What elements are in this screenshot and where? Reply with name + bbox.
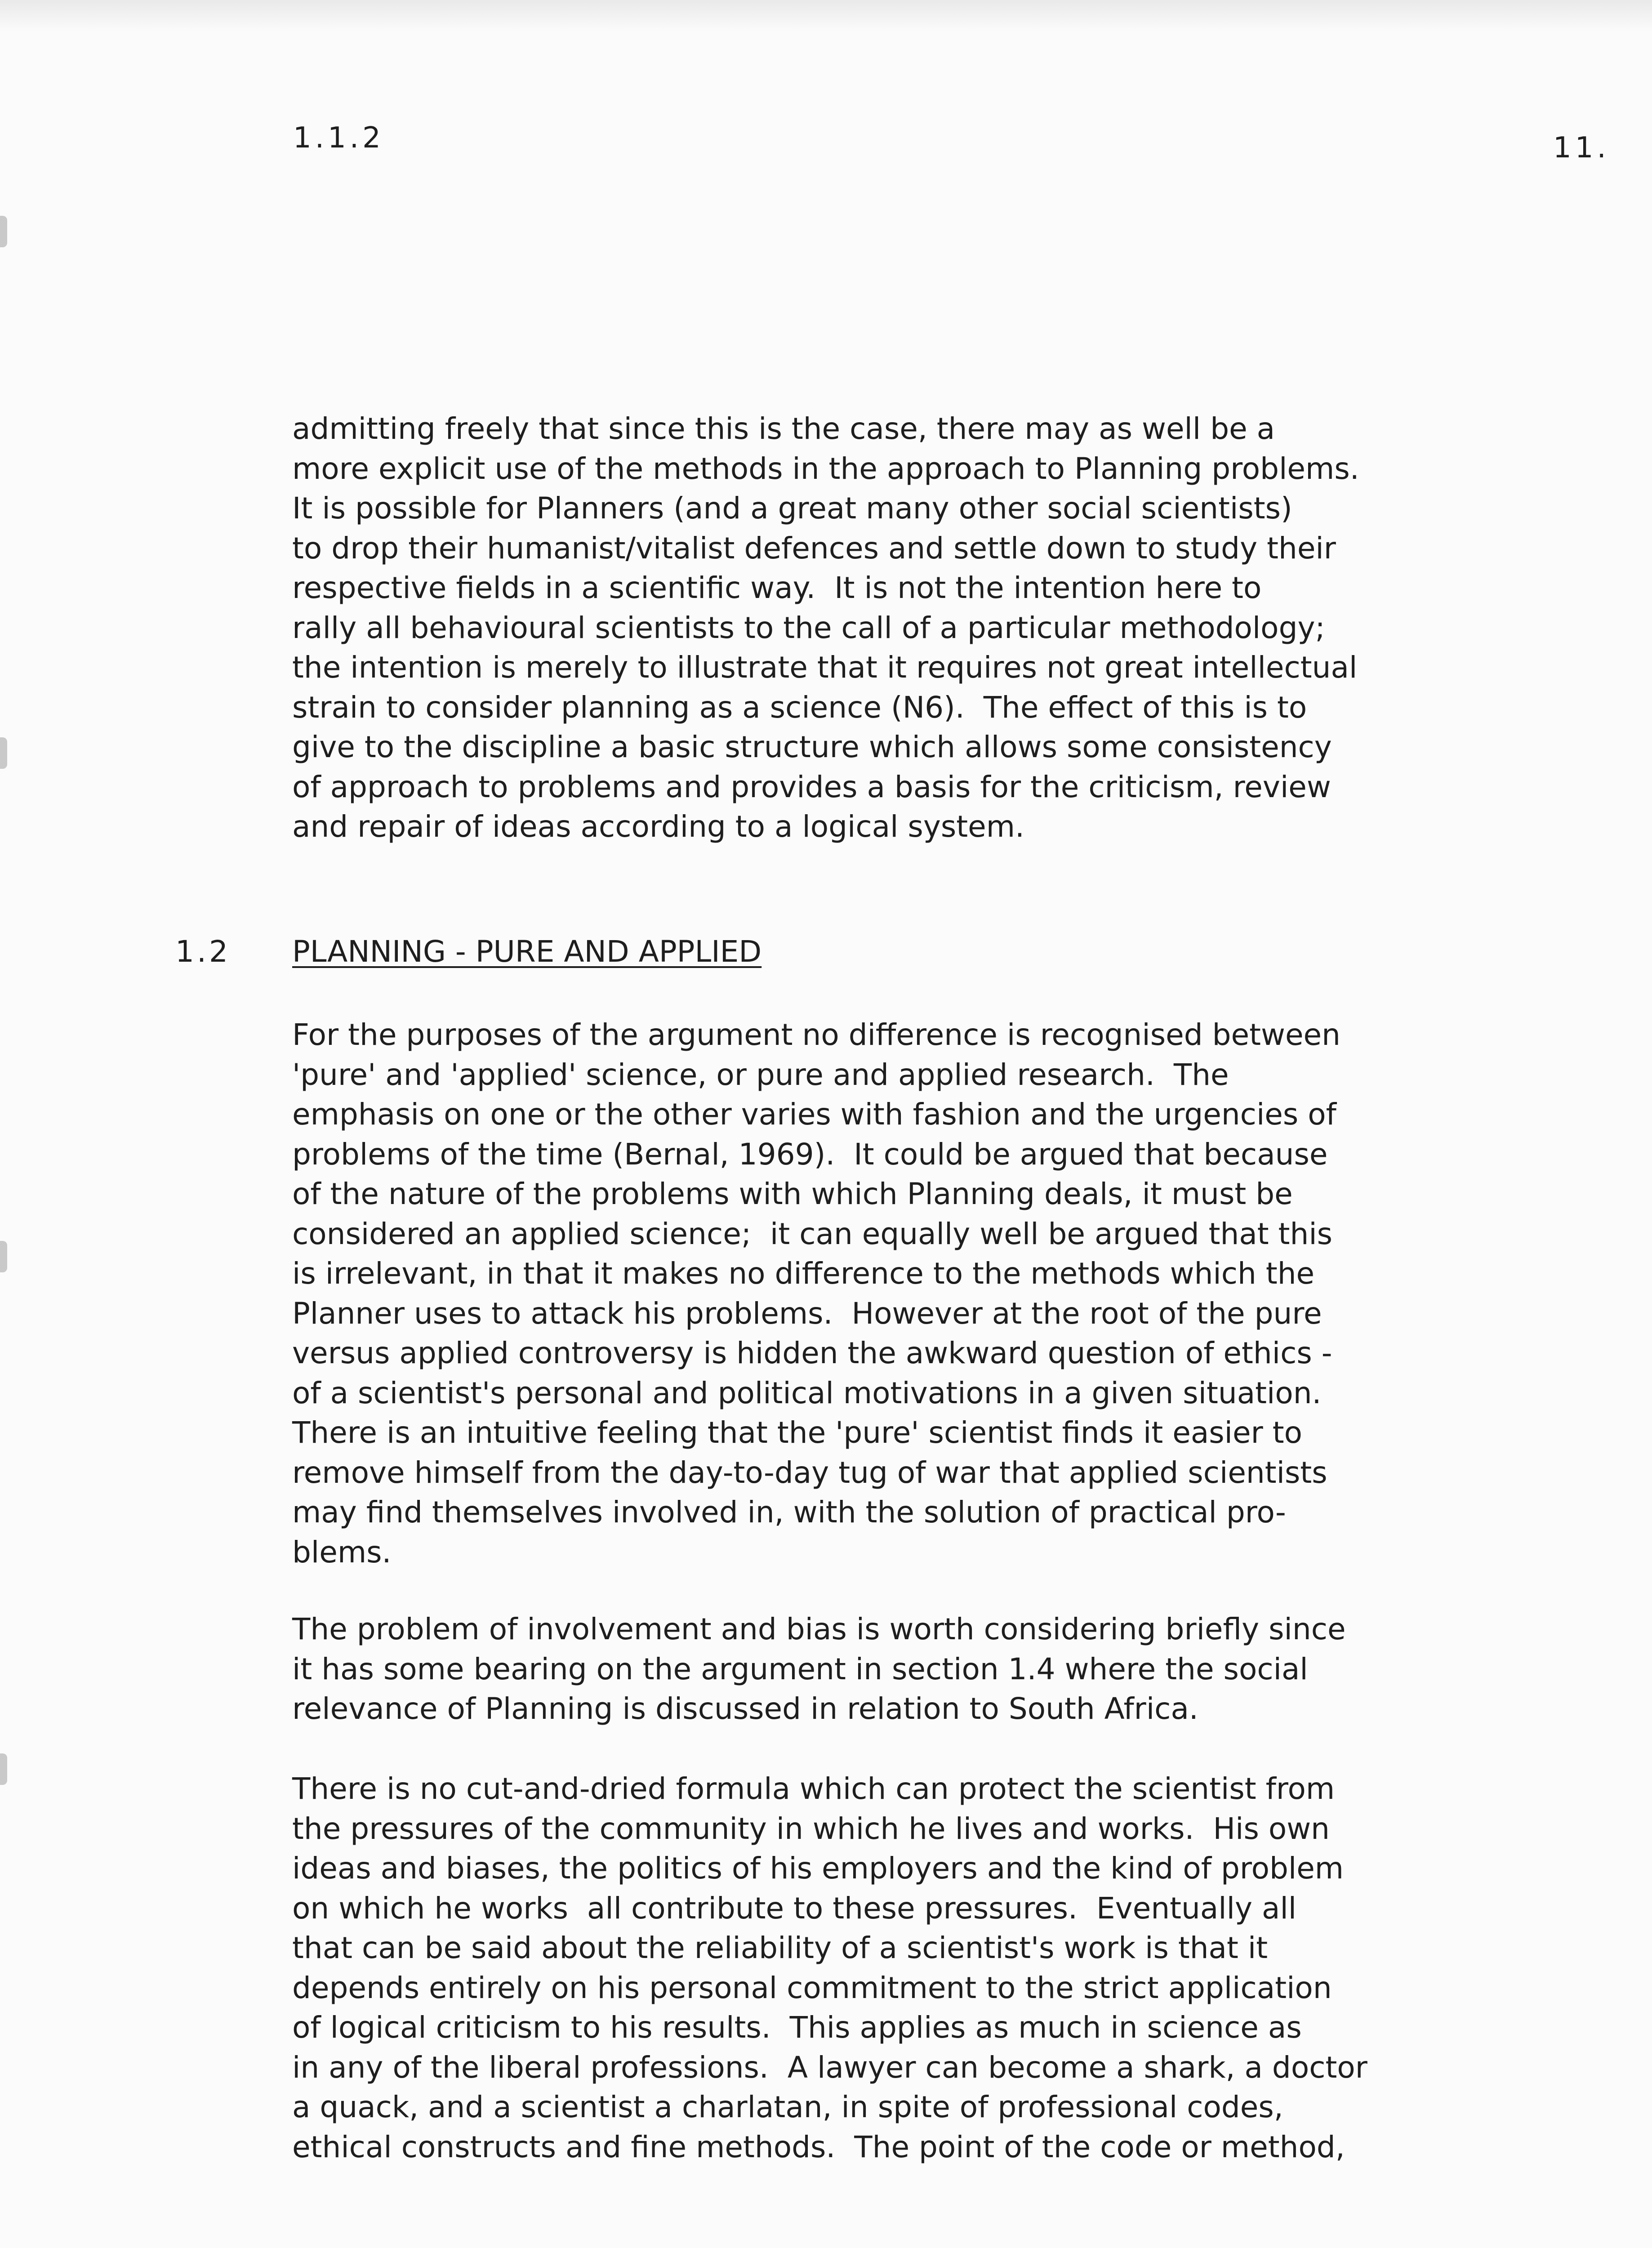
paragraph-involvement-bias: The problem of involvement and bias is worth considering briefly since it has some bearing on the argument in section 1.4 where the social relevance of Planning is discussed in relation to South Africa. — [292, 1612, 1346, 1726]
binding-hole-mark — [0, 737, 7, 769]
scan-top-edge — [0, 0, 1652, 31]
paragraph-continuation: admitting freely that since this is the case, there may as well be a more explicit use of the methods in the approach to Planning problems. It is possible for Planners (and a great many other social scientists) to drop their humanist/vitalist defences and settle down to study their respective fields in a scientific way. It is not the intention here to rally all behavioural scientists to the call of a particular methodology; the intention is merely to illustrate that it requires not great intellectual strain to consider planning as a science (N6). The effect of this is to give to the discipline a basic structure which allows some consistency of approach to problems and provides a basis for the criticism, review and repair of ideas according to a logical system. — [292, 411, 1359, 844]
section-number: 1.2 — [175, 934, 231, 969]
paragraph-pressures: There is no cut-and-dried formula which can protect the scientist from the pressures of the community in which he lives and works. His own ideas and biases, the politics of his employers and the kind of problem on which he works all contribute to these pressures. Eventually all that can be said about the reliability of a scientist's work is that it depends entirely on his personal commitment to the strict application of logical criticism to his results. This applies as much in science as in any of the liberal professions. A lawyer can become a shark, a doctor a quack, and a scientist a charlatan, in spite of professional codes, ethical constructs and fine methods. The point of the code or method, — [292, 1771, 1367, 2164]
binding-hole-mark — [0, 1753, 7, 1785]
binding-hole-mark — [0, 1241, 7, 1272]
binding-hole-mark — [0, 216, 7, 247]
section-heading: PLANNING - PURE AND APPLIED — [292, 934, 762, 969]
section-reference: 1.1.2 — [293, 121, 384, 155]
paragraph-pure-applied: For the purposes of the argument no difference is recognised between 'pure' and 'applied' science, or pure and applied research. The emphasis on one or the other varies with fashion and the urgencies of problems of the time (Bernal, 1969). It could be argued that because of the nature of the problems with which Planning deals, it must be considered an applied science; it can equally well be argued that this is irrelevant, in that it makes no difference to the methods which the Planner uses to attack his problems. However at the root of the pure versus applied controversy is hidden the awkward question of ethics - of a scientist's personal and political motivations in a given situation. There is an intuitive feeling that the 'pure' scientist finds it easier to remove himself from the day-to-day tug of war that applied scientists may find themselves involved in, with the solution of practical pro- blems. — [292, 1017, 1340, 1570]
page-number: 11. — [1553, 131, 1610, 165]
